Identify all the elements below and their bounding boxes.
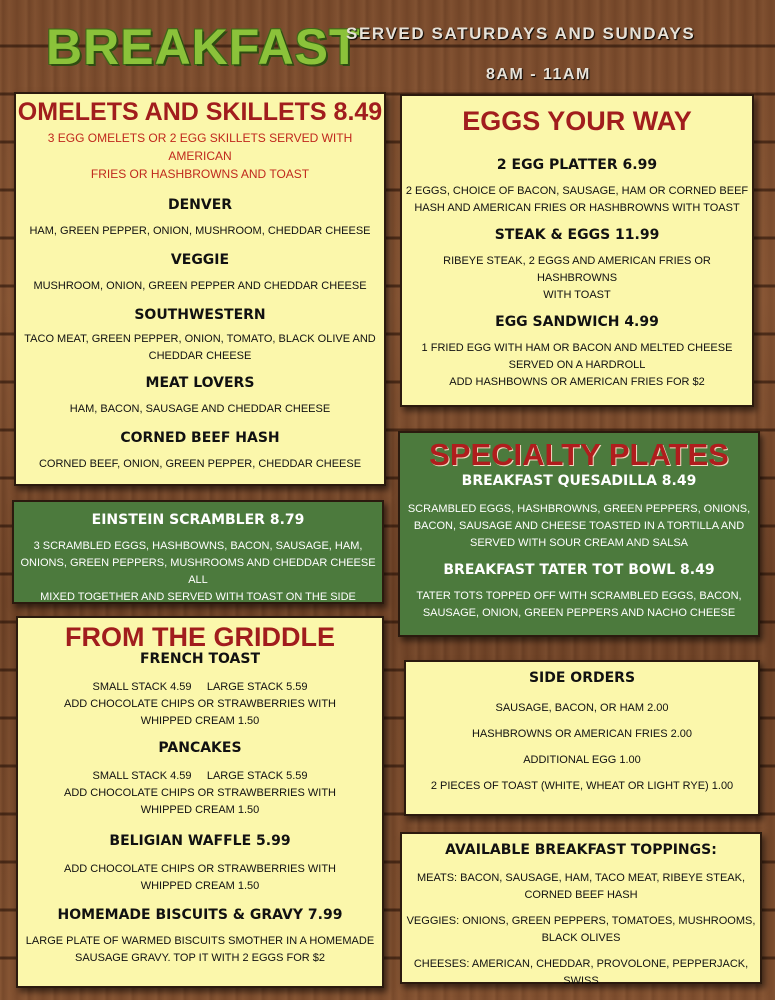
item-einstein-desc-2: ONIONS, GREEN PEPPERS, MUSHROOMS AND CHEDDAR CHEESE ALL — [20, 557, 376, 586]
toppings-title: AVAILABLE BREAKFAST TOPPINGS: — [445, 842, 717, 858]
served-days: SERVED SATURDAYS AND SUNDAYS — [346, 24, 696, 43]
side-item-egg: ADDITIONAL EGG 1.00 — [523, 754, 641, 766]
toppings-meats-2: CORNED BEEF HASH — [524, 889, 638, 901]
item-french-toast-desc-1: SMALL STACK 4.59 LARGE STACK 5.59 — [92, 681, 308, 693]
item-steak-and-eggs-desc-2: WITH TOAST — [543, 289, 611, 301]
omelets-panel — [14, 92, 386, 486]
item-southwestern: SOUTHWESTERN — [134, 307, 266, 323]
item-steak-and-eggs: STEAK & EGGS 11.99 — [494, 227, 660, 243]
item-belgian-waffle-desc-2: WHIPPED CREAM 1.50 — [140, 880, 260, 892]
specialty-panel — [398, 431, 760, 637]
item-veggie: VEGGIE — [170, 252, 230, 268]
item-tater-tot-bowl: BREAKFAST TATER TOT BOWL 8.49 — [443, 562, 715, 578]
omelets-subtitle-line-1: 3 EGG OMELETS OR 2 EGG SKILLETS SERVED WITH AMERICAN — [47, 131, 353, 163]
griddle-panel — [16, 616, 384, 988]
toppings-panel — [400, 832, 762, 987]
toppings-veggies-1: VEGGIES: ONIONS, GREEN PEPPERS, TOMATOES, MUSHROOMS, — [406, 915, 756, 927]
item-pancakes: PANCAKES — [158, 740, 242, 756]
item-quesadilla-desc-3: SERVED WITH SOUR CREAM AND SALSA — [469, 537, 688, 549]
griddle-title: FROM THE GRIDDLE — [65, 622, 335, 652]
item-pancakes-desc-2: ADD CHOCOLATE CHIPS OR STRAWBERRIES WITH — [64, 787, 336, 799]
item-corned-beef-hash: CORNED BEEF HASH — [120, 430, 280, 446]
item-corned-beef-hash-desc: CORNED BEEF, ONION, GREEN PEPPER, CHEDDAR CHEESE — [38, 458, 362, 470]
item-french-toast: FRENCH TOAST — [139, 651, 261, 667]
item-veggie-desc: MUSHROOM, ONION, GREEN PEPPER AND CHEDDAR CHEESE — [33, 280, 367, 292]
side-item-potatoes: HASHBROWNS OR AMERICAN FRIES 2.00 — [471, 728, 693, 740]
menu-title: BREAKFAST — [46, 19, 361, 75]
item-pancakes-desc-3: WHIPPED CREAM 1.50 — [140, 804, 260, 816]
item-tater-tot-desc-2: SAUSAGE, ONION, GREEN PEPPERS AND NACHO CHEESE — [422, 607, 736, 619]
toppings-meats-1: MEATS: BACON, SAUSAGE, HAM, TACO MEAT, RIBEYE STEAK, — [416, 872, 746, 884]
item-biscuits-and-gravy: HOMEMADE BISCUITS & GRAVY 7.99 — [57, 907, 343, 923]
einstein-panel — [12, 500, 384, 604]
item-southwestern-desc-2: CHEDDAR CHEESE — [148, 350, 252, 362]
item-meat-lovers: MEAT LOVERS — [145, 375, 255, 391]
item-quesadilla-desc-1: SCRAMBLED EGGS, HASHBROWNS, GREEN PEPPERS, ONIONS, — [407, 503, 751, 515]
item-einstein-scrambler: EINSTEIN SCRAMBLER 8.79 — [91, 512, 305, 528]
item-egg-sandwich-desc-3: ADD HASHBOWNS OR AMERICAN FRIES FOR $2 — [449, 376, 705, 388]
item-quesadilla-desc-2: BACON, SAUSAGE AND CHEESE TOASTED IN A TORTILLA AND — [413, 520, 745, 532]
item-einstein-desc-1: 3 SCRAMBLED EGGS, HASHBOWNS, BACON, SAUSAGE, HAM, — [33, 540, 363, 552]
item-breakfast-quesadilla: BREAKFAST QUESADILLA 8.49 — [461, 473, 697, 489]
item-southwestern-desc-1: TACO MEAT, GREEN PEPPER, ONION, TOMATO, BLACK OLIVE AND — [24, 333, 376, 345]
omelets-title: OMELETS AND SKILLETS 8.49 — [17, 98, 383, 126]
item-belgian-waffle-desc-1: ADD CHOCOLATE CHIPS OR STRAWBERRIES WITH — [64, 863, 336, 875]
served-hours: 8AM - 11AM — [486, 66, 591, 83]
item-2-egg-platter-desc-1: 2 EGGS, CHOICE OF BACON, SAUSAGE, HAM OR CORNED BEEF — [405, 185, 749, 197]
item-egg-sandwich-desc-1: 1 FRIED EGG WITH HAM OR BACON AND MELTED CHEESE — [421, 342, 733, 354]
eggs-title: EGGS YOUR WAY — [462, 106, 692, 136]
item-biscuits-desc-1: LARGE PLATE OF WARMED BISCUITS SMOTHER IN A HOMEMADE — [25, 935, 375, 947]
toppings-veggies-2: BLACK OLIVES — [541, 932, 621, 944]
item-french-toast-desc-3: WHIPPED CREAM 1.50 — [140, 715, 260, 727]
sides-title: SIDE ORDERS — [528, 670, 636, 686]
side-item-meat: SAUSAGE, BACON, OR HAM 2.00 — [495, 702, 669, 714]
item-einstein-desc-3: MIXED TOGETHER AND SERVED WITH TOAST ON THE SIDE — [40, 591, 356, 603]
item-egg-sandwich: EGG SANDWICH 4.99 — [495, 314, 659, 330]
item-denver: DENVER — [167, 197, 233, 213]
specialty-title: SPECIALTY PLATES — [429, 437, 729, 472]
item-steak-and-eggs-desc-1: RIBEYE STEAK, 2 EGGS AND AMERICAN FRIES OR HASHBROWNS — [443, 255, 711, 284]
item-french-toast-desc-2: ADD CHOCOLATE CHIPS OR STRAWBERRIES WITH — [64, 698, 336, 710]
item-2-egg-platter: 2 EGG PLATTER 6.99 — [496, 157, 658, 173]
omelets-subtitle-line-2: FRIES OR HASHBROWNS AND TOAST — [90, 167, 310, 181]
item-tater-tot-desc-1: TATER TOTS TOPPED OFF WITH SCRAMBLED EGGS, BACON, — [416, 590, 742, 602]
item-2-egg-platter-desc-2: HASH AND AMERICAN FRIES OR HASHBROWNS WITH TOAST — [414, 202, 740, 214]
item-denver-desc: HAM, GREEN PEPPER, ONION, MUSHROOM, CHEDDAR CHEESE — [29, 225, 371, 237]
item-pancakes-desc-1: SMALL STACK 4.59 LARGE STACK 5.59 — [92, 770, 308, 782]
item-meat-lovers-desc: HAM, BACON, SAUSAGE AND CHEDDAR CHEESE — [69, 403, 331, 415]
item-egg-sandwich-desc-2: SERVED ON A HARDROLL — [508, 359, 646, 371]
side-item-toast: 2 PIECES OF TOAST (WHITE, WHEAT OR LIGHT RYE) 1.00 — [430, 780, 734, 792]
item-biscuits-desc-2: SAUSAGE GRAVY. TOP IT WITH 2 EGGS FOR $2 — [74, 952, 326, 964]
toppings-cheeses: CHEESES: AMERICAN, CHEDDAR, PROVOLONE, PEPPERJACK, SWISS — [413, 958, 749, 987]
sides-panel — [404, 660, 760, 816]
eggs-panel — [400, 94, 754, 407]
item-belgian-waffle: BELIGIAN WAFFLE 5.99 — [109, 833, 291, 849]
